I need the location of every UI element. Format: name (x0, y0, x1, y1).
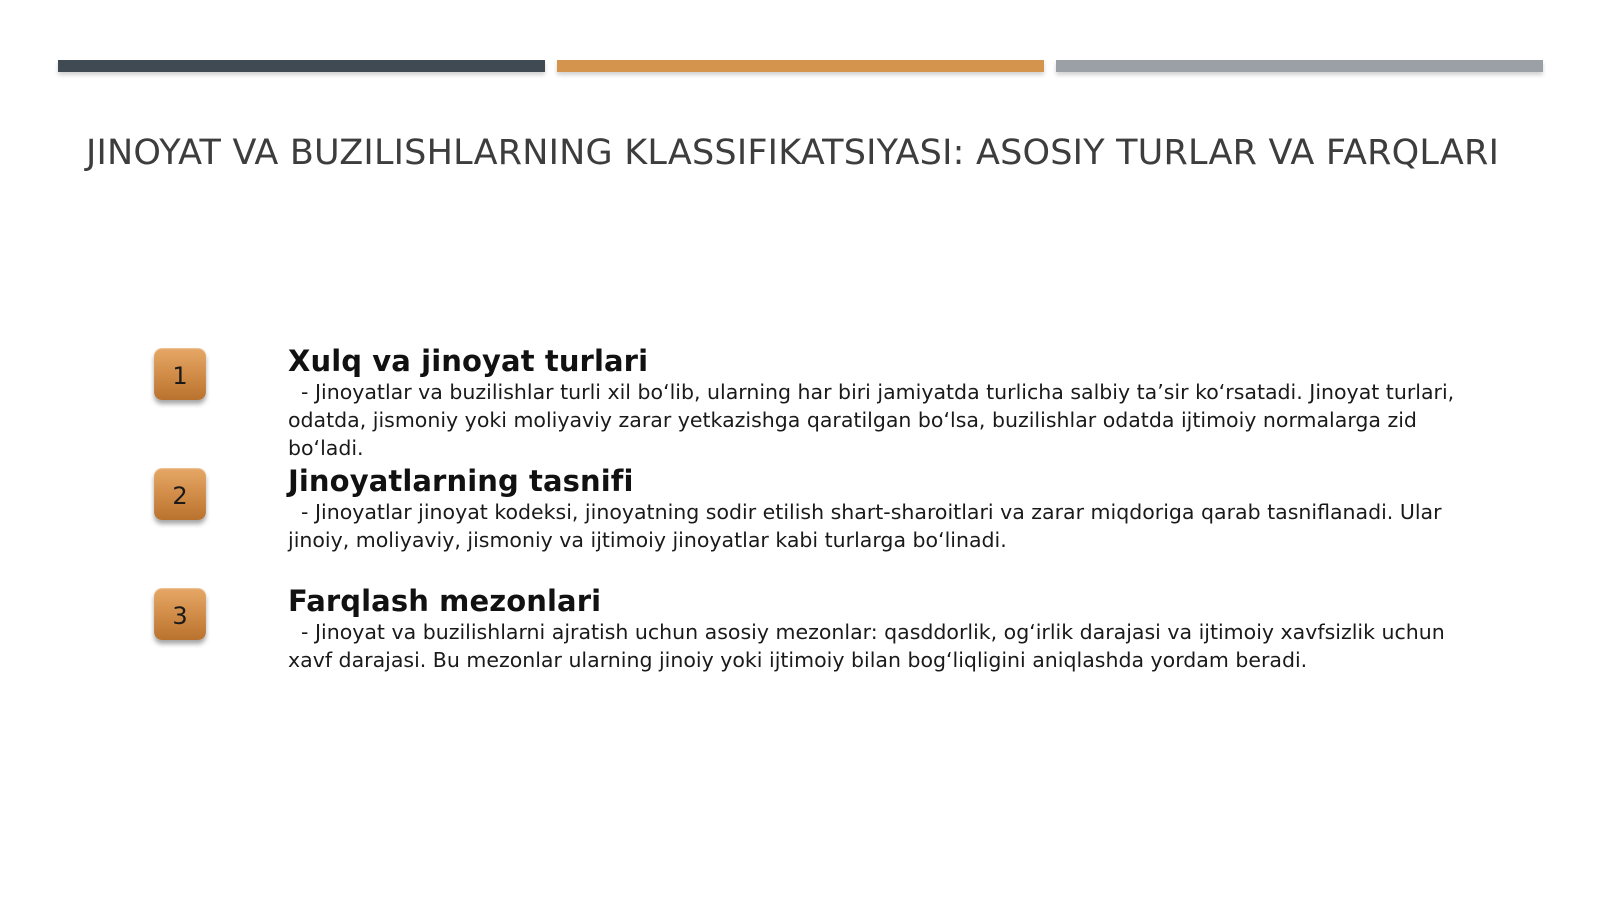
item-description: - Jinoyatlar va buzilishlar turli xil bo‘lib, ularning har biri jamiyatda turlicha salbiy ta’sir ko‘rsatadi. Jinoyat turlari, odatda, jismoniy yoki moliyaviy zarar yetkazishga qaratilgan bo‘lsa, buzilishlar odatda ijtimoiy normalarga zid bo‘ladi. (288, 380, 1461, 460)
accent-bar-gray (1056, 60, 1543, 72)
number-badge: 3 (154, 588, 206, 640)
slide-title: JINOYAT VA BUZILISHLARNING KLASSIFIKATSIYASI: ASOSIY TURLAR VA FARQLARI (86, 133, 1500, 173)
accent-bar-dark (58, 60, 545, 72)
item-heading: Farqlash mezonlari (288, 584, 602, 618)
item-description: - Jinoyat va buzilishlarni ajratish uchun asosiy mezonlar: qasddorlik, og‘irlik darajasi va ijtimoiy xavfsizlik uchun xavf darajasi. Bu mezonlar ularning jinoiy yoki ijtimoiy bilan bog‘liqligini aniqlashda yordam beradi. (288, 620, 1452, 672)
item-content (288, 344, 1468, 462)
item-content (288, 584, 1468, 674)
item-heading: Xulq va jinoyat turlari (288, 344, 649, 378)
number-badge: 1 (154, 348, 206, 400)
number-badge: 2 (154, 468, 206, 520)
accent-bar-orange (557, 60, 1044, 72)
item-heading: Jinoyatlarning tasnifi (288, 464, 634, 498)
item-description: - Jinoyatlar jinoyat kodeksi, jinoyatning sodir etilish shart-sharoitlari va zarar miqdoriga qarab tasniflanadi. Ular jinoiy, moliyaviy, jismoniy va ijtimoiy jinoyatlar kabi turlarga bo‘linadi. (288, 500, 1449, 552)
item-content (288, 464, 1468, 554)
